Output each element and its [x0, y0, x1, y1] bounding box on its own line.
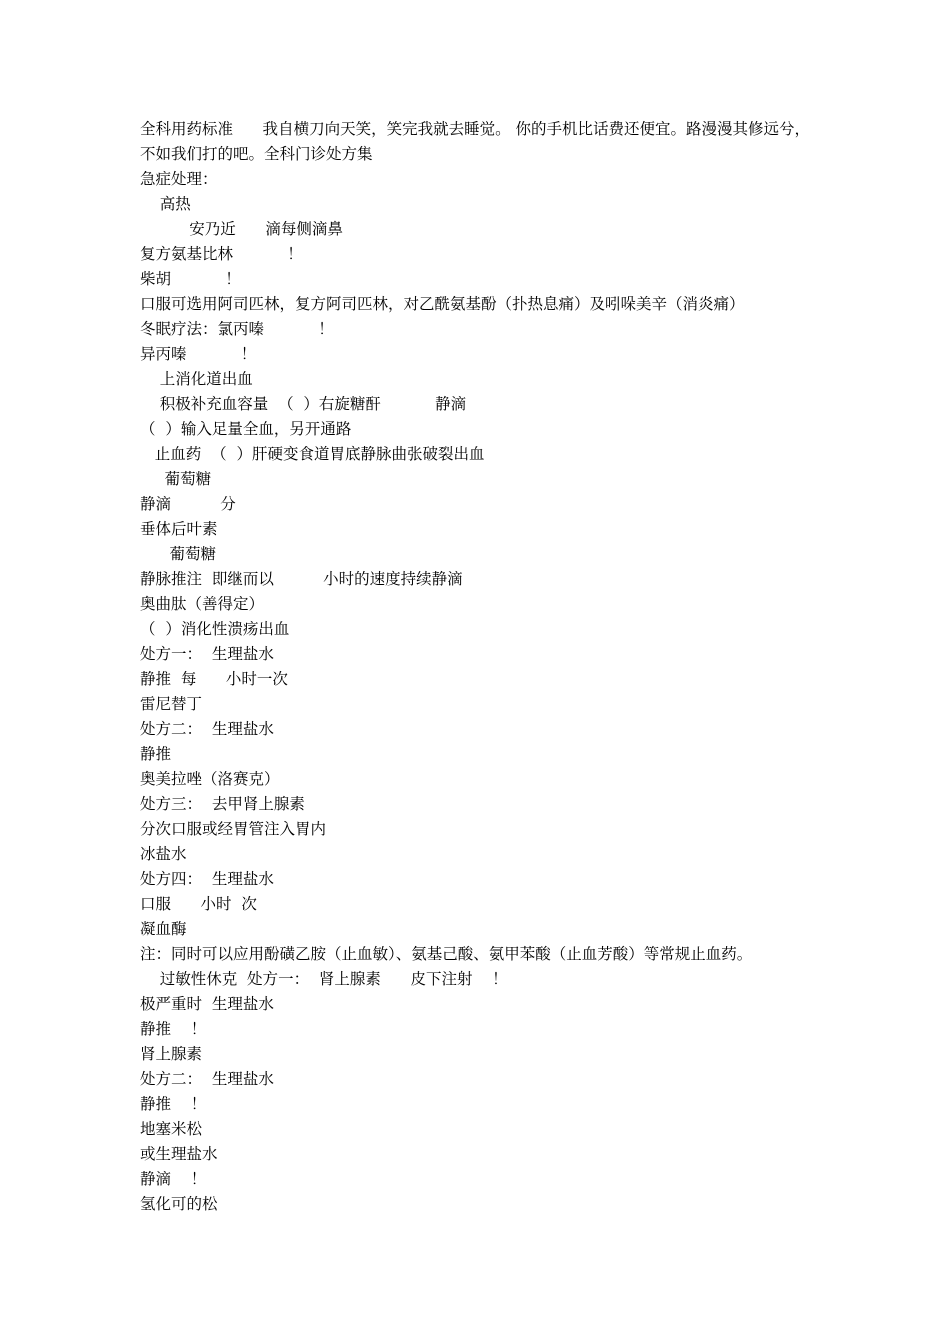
document-body	[140, 117, 815, 1217]
text-line: 注：同时可以应用酚磺乙胺（止血敏）、氨基己酸、氨甲苯酸（止血芳酸）等常规止血药。	[140, 945, 753, 963]
text-line: 静滴 分	[140, 495, 236, 513]
text-line: 静推	[140, 745, 172, 763]
text-line: 葡萄糖	[140, 470, 212, 488]
text-line: 垂体后叶素	[140, 520, 218, 538]
text-line: 口服 小时 次	[140, 895, 257, 913]
text-line: 氢化可的松	[140, 1195, 218, 1213]
text-line: 处方二： 生理盐水	[140, 720, 274, 738]
text-line: 静推 ！	[140, 1020, 207, 1038]
text-line: 安乃近 滴每侧滴鼻	[140, 220, 343, 238]
text-line: 上消化道出血	[140, 370, 253, 388]
text-line: 处方一： 生理盐水	[140, 645, 274, 663]
text-line: 冬眠疗法：氯丙嗪 ！	[140, 320, 334, 338]
text-line: 急症处理：	[140, 170, 218, 188]
text-line: 葡萄糖	[140, 545, 217, 563]
text-line: 静推 每 小时一次	[140, 670, 288, 688]
text-line: 高热	[140, 195, 191, 213]
text-line: 静推 ！	[140, 1095, 207, 1113]
text-line: 过敏性休克 处方一： 肾上腺素 皮下注射 ！	[140, 970, 508, 988]
text-line: 积极补充血容量 （ ）右旋糖酐 静滴	[140, 395, 467, 413]
header-line: 全科用药标准 我自横刀向天笑，笑完我就去睡觉。 你的手机比话费还便宜。路漫漫其修远兮，不如我们打的吧。全科门诊处方集	[140, 120, 810, 163]
text-line: 复方氨基比林 ！	[140, 245, 303, 263]
text-line: 口服可选用阿司匹林，复方阿司匹林，对乙酰氨基酚（扑热息痛）及吲哚美辛（消炎痛）	[140, 295, 745, 313]
text-line: 止血药 （ ）肝硬变食道胃底静脉曲张破裂出血	[140, 445, 485, 463]
text-line: 柴胡 ！	[140, 270, 241, 288]
text-line: 雷尼替丁	[140, 695, 203, 713]
text-line: 处方四： 生理盐水	[140, 870, 274, 888]
text-line: 奥美拉唑（洛赛克）	[140, 770, 280, 788]
text-line: 静滴 ！	[140, 1170, 207, 1188]
text-line: （ ）输入足量全血，另开通路	[140, 420, 352, 438]
text-line: 处方三： 去甲肾上腺素	[140, 795, 305, 813]
text-line: 极严重时 生理盐水	[140, 995, 274, 1013]
text-line: 奥曲肽（善得定）	[140, 595, 265, 613]
text-line: 肾上腺素	[140, 1045, 203, 1063]
text-line: 异丙嗪 ！	[140, 345, 257, 363]
text-line: 静脉推注 即继而以 小时的速度持续静滴	[140, 570, 463, 588]
text-line: 处方二： 生理盐水	[140, 1070, 274, 1088]
text-line: 凝血酶	[140, 920, 187, 938]
text-line: 或生理盐水	[140, 1145, 218, 1163]
text-line: 分次口服或经胃管注入胃内	[140, 820, 327, 838]
text-line: （ ）消化性溃疡出血	[140, 620, 290, 638]
text-line: 冰盐水	[140, 845, 187, 863]
text-line: 地塞米松	[140, 1120, 203, 1138]
